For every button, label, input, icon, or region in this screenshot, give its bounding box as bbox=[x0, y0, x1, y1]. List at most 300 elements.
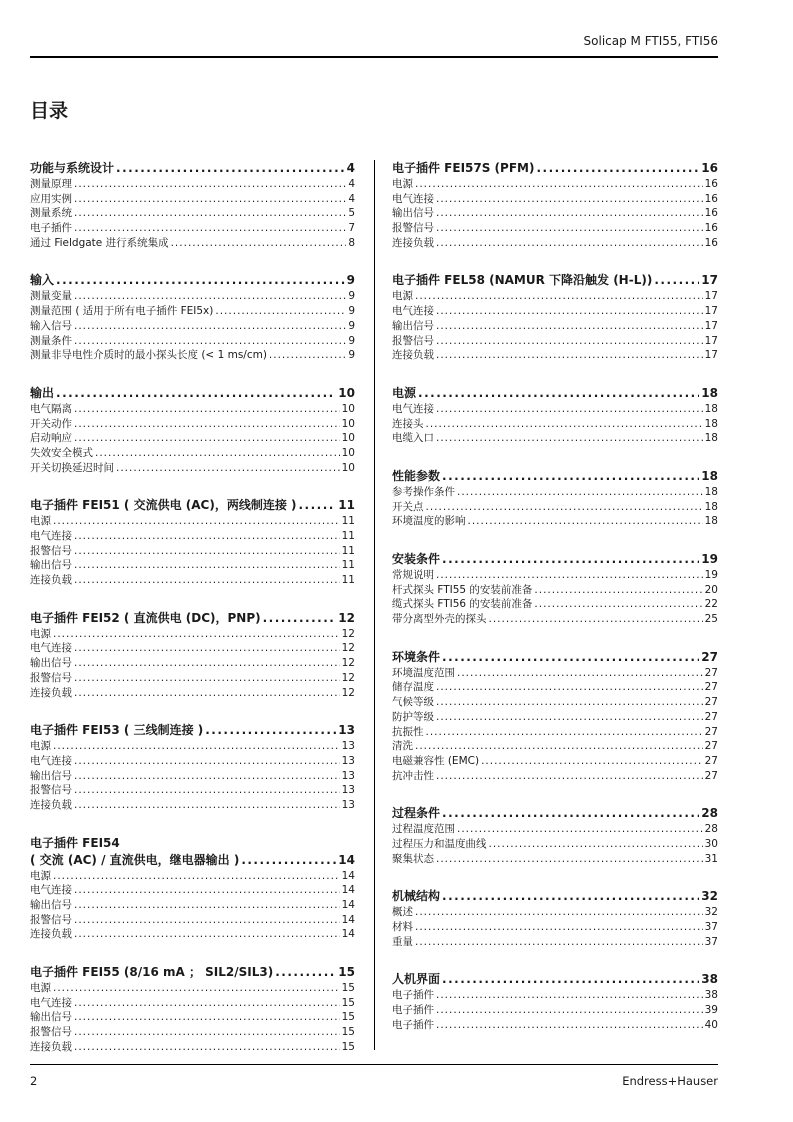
toc-entry-page: 38 bbox=[704, 989, 718, 1002]
toc-entry[interactable] bbox=[392, 236, 718, 251]
toc-entry[interactable] bbox=[30, 1040, 355, 1055]
toc-entry-label: 电源 bbox=[30, 982, 51, 995]
leader-dots bbox=[436, 206, 703, 221]
toc-entry-page: 16 bbox=[704, 236, 718, 249]
toc-entry[interactable] bbox=[30, 544, 355, 559]
toc-section-heading-label: 功能与系统设计 bbox=[30, 161, 115, 175]
toc-section-heading[interactable] bbox=[30, 852, 355, 869]
leader-dots bbox=[418, 385, 699, 402]
toc-section-heading-label: 环境条件 bbox=[392, 649, 441, 664]
toc-entry[interactable] bbox=[30, 883, 355, 898]
leader-dots bbox=[436, 988, 703, 1003]
toc-entry[interactable] bbox=[392, 514, 718, 529]
toc-entry[interactable] bbox=[392, 710, 718, 725]
leader-dots bbox=[436, 236, 703, 251]
leader-dots bbox=[275, 964, 336, 981]
toc-section-heading[interactable] bbox=[392, 160, 718, 177]
toc-entry-page: 18 bbox=[704, 432, 718, 445]
leader-dots bbox=[457, 485, 703, 500]
toc-entry[interactable] bbox=[30, 769, 355, 784]
toc-entry-label: 输出信号 bbox=[392, 207, 434, 220]
toc-section bbox=[392, 385, 718, 446]
toc-entry[interactable] bbox=[392, 334, 718, 349]
toc-entry-label: 电子插件 bbox=[392, 989, 434, 1002]
toc-entry[interactable] bbox=[30, 417, 355, 432]
toc-section bbox=[30, 497, 355, 587]
toc-entry[interactable] bbox=[30, 739, 355, 754]
leader-dots bbox=[436, 1018, 703, 1033]
toc-entry-label: 电源 bbox=[30, 740, 51, 753]
toc-section-heading-label: 输出 bbox=[30, 385, 55, 400]
toc-entry-label: 输出信号 bbox=[30, 899, 72, 911]
toc-entry[interactable] bbox=[30, 461, 355, 476]
toc-entry[interactable] bbox=[392, 319, 718, 334]
toc-entry[interactable] bbox=[30, 206, 355, 221]
toc-entry-label: 连接负载 bbox=[392, 236, 434, 249]
toc-entry-page: 11 bbox=[341, 515, 355, 528]
toc-entry-label: 重量 bbox=[392, 935, 413, 948]
toc-entry-label: 连接负载 bbox=[392, 349, 434, 362]
toc-entry-label: 连接头 bbox=[392, 417, 424, 430]
toc-section bbox=[30, 610, 355, 700]
toc-section-heading-label: 人机界面 bbox=[392, 972, 441, 987]
toc-entry[interactable] bbox=[30, 1010, 355, 1025]
leader-dots bbox=[436, 852, 703, 867]
toc-entry[interactable] bbox=[392, 583, 718, 598]
page-title: 目录 bbox=[30, 100, 69, 122]
toc-entry[interactable] bbox=[392, 1003, 718, 1018]
toc-entry-label: 防护等级 bbox=[392, 710, 434, 723]
toc-entry[interactable] bbox=[392, 417, 718, 432]
toc-entry-page: 17 bbox=[704, 305, 718, 318]
toc-section-heading[interactable] bbox=[30, 610, 355, 627]
leader-dots bbox=[74, 221, 346, 236]
toc-entry[interactable] bbox=[392, 852, 718, 867]
toc-entry-page: 17 bbox=[704, 349, 718, 362]
leader-dots bbox=[269, 348, 346, 363]
leader-dots bbox=[74, 529, 340, 544]
toc-section-heading[interactable] bbox=[392, 971, 718, 988]
toc-entry-page: 13 bbox=[341, 754, 355, 767]
leader-dots bbox=[442, 971, 699, 988]
toc-entry-page: 25 bbox=[704, 613, 718, 626]
toc-entry[interactable] bbox=[30, 1025, 355, 1040]
toc-entry[interactable] bbox=[30, 221, 355, 236]
toc-entry-page: 27 bbox=[704, 769, 718, 782]
toc-section-heading-page: 38 bbox=[701, 972, 718, 987]
toc-section bbox=[392, 805, 718, 866]
toc-section-heading-label: 电子插件 FEL58 (NAMUR 下降沿触发 (H-L)) bbox=[392, 273, 653, 288]
leader-dots bbox=[468, 514, 703, 529]
toc-entry[interactable] bbox=[30, 798, 355, 813]
leader-dots bbox=[457, 822, 703, 837]
toc-section-heading-page: 16 bbox=[701, 161, 718, 175]
toc-entry[interactable] bbox=[392, 348, 718, 363]
leader-dots bbox=[436, 348, 703, 363]
toc-entry-label: 清洗 bbox=[392, 740, 413, 753]
leader-dots bbox=[426, 725, 703, 740]
leader-dots bbox=[74, 1025, 340, 1040]
toc-entry-label: 通过 Fieldgate 进行系统集成 bbox=[30, 236, 169, 249]
leader-dots bbox=[442, 888, 699, 905]
leader-dots bbox=[436, 680, 703, 695]
toc-entry-label: 材料 bbox=[392, 921, 413, 933]
column-divider bbox=[374, 160, 375, 1050]
toc-entry-page: 16 bbox=[704, 192, 718, 205]
toc-entry-label: 测量系统 bbox=[30, 207, 72, 220]
toc-entry-page: 30 bbox=[704, 837, 718, 850]
toc-entry[interactable] bbox=[30, 627, 355, 642]
leader-dots bbox=[74, 898, 340, 913]
toc-entry-label: 连接负载 bbox=[30, 928, 72, 941]
toc-entry-page: 16 bbox=[704, 207, 718, 220]
leader-dots bbox=[436, 402, 703, 417]
toc-entry-label: 连接负载 bbox=[30, 798, 72, 811]
toc-entry-page: 16 bbox=[704, 222, 718, 235]
toc-entry[interactable] bbox=[392, 192, 718, 207]
toc-entry-label: 电气隔离 bbox=[30, 402, 72, 415]
toc-section bbox=[30, 160, 355, 250]
leader-dots bbox=[95, 446, 340, 461]
toc-section-heading[interactable] bbox=[30, 385, 355, 402]
toc-entry[interactable] bbox=[30, 558, 355, 573]
toc-entry[interactable] bbox=[30, 996, 355, 1011]
toc-entry-page: 11 bbox=[341, 530, 355, 542]
toc-entry[interactable] bbox=[30, 686, 355, 701]
toc-section-heading-label: 机械结构 bbox=[392, 889, 441, 904]
toc-entry[interactable] bbox=[392, 739, 718, 754]
leader-dots bbox=[442, 551, 699, 568]
toc-entry[interactable] bbox=[30, 236, 355, 251]
leader-dots bbox=[436, 319, 703, 334]
toc-entry-page: 28 bbox=[704, 823, 718, 836]
leader-dots bbox=[74, 883, 340, 898]
toc-entry[interactable] bbox=[30, 402, 355, 417]
toc-entry[interactable] bbox=[30, 754, 355, 769]
toc-entry-label: 报警信号 bbox=[30, 544, 72, 557]
toc-entry[interactable] bbox=[392, 206, 718, 221]
toc-entry[interactable] bbox=[30, 431, 355, 446]
toc-entry[interactable] bbox=[392, 769, 718, 784]
toc-section-heading[interactable] bbox=[392, 385, 718, 402]
toc-entry-label: 应用实例 bbox=[30, 192, 72, 205]
toc-entry-label: 电源 bbox=[30, 515, 51, 528]
toc-section bbox=[392, 971, 718, 1032]
toc-section-heading[interactable] bbox=[392, 649, 718, 666]
toc-entry-page: 19 bbox=[704, 569, 718, 581]
toc-entry-page: 4 bbox=[348, 192, 355, 205]
toc-entry-label: 测量范围 ( 适用于所有电子插件 FEI5x) bbox=[30, 305, 214, 318]
toc-entry[interactable] bbox=[392, 612, 718, 627]
toc-entry-label: 环境温度的影响 bbox=[392, 515, 466, 528]
leader-dots bbox=[457, 666, 703, 681]
toc-entry-label: 电子插件 bbox=[392, 1004, 434, 1017]
leader-dots bbox=[489, 612, 703, 627]
toc-section-heading[interactable] bbox=[392, 272, 718, 289]
toc-entry-page: 9 bbox=[348, 290, 355, 303]
leader-dots bbox=[74, 671, 340, 686]
toc-section bbox=[392, 888, 718, 949]
toc-section-heading-page: 14 bbox=[338, 852, 355, 867]
leader-dots bbox=[53, 981, 340, 996]
toc-entry-page: 15 bbox=[341, 996, 355, 1009]
leader-dots bbox=[489, 837, 703, 852]
leader-dots bbox=[74, 402, 340, 417]
toc-entry-label: 概述 bbox=[392, 906, 413, 919]
toc-entry[interactable] bbox=[30, 177, 355, 192]
toc-entry[interactable] bbox=[30, 514, 355, 529]
toc-section-heading-label: 输入 bbox=[30, 273, 55, 288]
toc-entry-label: 失效安全模式 bbox=[30, 446, 93, 459]
toc-entry[interactable] bbox=[30, 898, 355, 913]
toc-entry-page: 13 bbox=[341, 798, 355, 811]
leader-dots bbox=[74, 927, 340, 942]
leader-dots bbox=[116, 461, 340, 476]
toc-entry[interactable] bbox=[30, 869, 355, 884]
toc-entry-page: 27 bbox=[704, 725, 718, 738]
leader-dots bbox=[415, 905, 703, 920]
toc-entry-page: 15 bbox=[341, 1011, 355, 1024]
toc-entry[interactable] bbox=[392, 905, 718, 920]
toc-entry-page: 13 bbox=[341, 740, 355, 753]
toc-entry[interactable] bbox=[30, 641, 355, 656]
toc-section-heading-page: 28 bbox=[701, 806, 718, 821]
toc-entry[interactable] bbox=[30, 783, 355, 798]
toc-section-heading[interactable] bbox=[30, 722, 355, 739]
toc-entry-page: 14 bbox=[341, 928, 355, 941]
toc-entry[interactable] bbox=[392, 837, 718, 852]
toc-entry-label: 电气连接 bbox=[30, 530, 72, 542]
toc-entry-page: 18 bbox=[704, 500, 718, 513]
toc-entry-label: 报警信号 bbox=[30, 913, 72, 926]
leader-dots bbox=[215, 304, 346, 319]
leader-dots bbox=[74, 769, 340, 784]
leader-dots bbox=[442, 649, 699, 666]
toc-entry-label: 抗冲击性 bbox=[392, 769, 434, 782]
toc-section bbox=[30, 964, 355, 1054]
toc-entry[interactable] bbox=[30, 334, 355, 349]
toc-entry[interactable] bbox=[30, 913, 355, 928]
toc-entry-page: 8 bbox=[348, 236, 355, 249]
toc-entry[interactable] bbox=[392, 500, 718, 515]
toc-entry-page: 10 bbox=[341, 417, 355, 430]
leader-dots bbox=[116, 160, 345, 177]
toc-entry-page: 12 bbox=[341, 642, 355, 655]
toc-entry-page: 14 bbox=[341, 913, 355, 926]
toc-entry[interactable] bbox=[30, 289, 355, 304]
toc-entry[interactable] bbox=[392, 822, 718, 837]
toc-entry-label: 电气连接 bbox=[392, 305, 434, 318]
toc-section bbox=[30, 835, 355, 942]
toc-section-heading-page: 11 bbox=[338, 498, 355, 513]
leader-dots bbox=[53, 869, 340, 884]
toc-entry-page: 14 bbox=[341, 869, 355, 882]
leader-dots bbox=[415, 935, 703, 950]
toc-entry-label: 电气连接 bbox=[30, 884, 72, 897]
toc-entry-page: 10 bbox=[341, 402, 355, 415]
toc-entry-page: 12 bbox=[341, 627, 355, 640]
toc-entry-page: 15 bbox=[341, 982, 355, 995]
toc-entry-page: 12 bbox=[341, 671, 355, 684]
toc-entry-page: 39 bbox=[704, 1004, 718, 1017]
toc-entry-page: 27 bbox=[704, 666, 718, 679]
toc-section-heading[interactable] bbox=[392, 468, 718, 485]
leader-dots bbox=[436, 695, 703, 710]
leader-dots bbox=[436, 568, 703, 583]
toc-entry-label: 报警信号 bbox=[30, 671, 72, 684]
toc-entry[interactable] bbox=[392, 402, 718, 417]
toc-entry-label: 电源 bbox=[392, 178, 413, 190]
toc-section bbox=[392, 551, 718, 627]
toc-entry-label: 聚集状态 bbox=[392, 852, 434, 865]
leader-dots bbox=[74, 1010, 340, 1025]
toc-entry-label: 测量条件 bbox=[30, 334, 72, 347]
toc-entry-label: 电气连接 bbox=[30, 754, 72, 767]
toc-entry-page: 13 bbox=[341, 769, 355, 782]
toc-entry-page: 9 bbox=[348, 349, 355, 362]
toc-entry[interactable] bbox=[392, 1018, 718, 1033]
toc-section-heading[interactable] bbox=[30, 964, 355, 981]
toc-entry-label: 电气连接 bbox=[30, 996, 72, 1009]
leader-dots bbox=[74, 798, 340, 813]
page-header: Solicap M FTI55, FTI56 bbox=[583, 34, 718, 48]
toc-entry[interactable] bbox=[392, 680, 718, 695]
toc-entry-page: 10 bbox=[341, 446, 355, 459]
leader-dots bbox=[436, 1003, 703, 1018]
toc-entry-page: 17 bbox=[704, 290, 718, 303]
toc-section-heading[interactable] bbox=[30, 497, 355, 514]
toc-section-heading-label: 电源 bbox=[392, 385, 417, 400]
toc-entry-label: 输入信号 bbox=[30, 319, 72, 332]
toc-entry-label: 报警信号 bbox=[392, 222, 434, 235]
leader-dots bbox=[74, 192, 346, 207]
toc-entry-page: 14 bbox=[341, 884, 355, 897]
toc-entry[interactable] bbox=[30, 192, 355, 207]
toc-entry[interactable] bbox=[392, 304, 718, 319]
leader-dots bbox=[534, 597, 702, 612]
toc-section-heading-label: 电子插件 FEI52 ( 直流供电 (DC)，PNP) bbox=[30, 610, 261, 625]
toc-entry-label: 连接负载 bbox=[30, 1040, 72, 1053]
toc-entry-label: 电气连接 bbox=[392, 192, 434, 205]
toc-section-heading-page: 32 bbox=[701, 889, 718, 904]
toc-section-heading[interactable] bbox=[30, 160, 355, 177]
toc-entry[interactable] bbox=[392, 725, 718, 740]
toc-entry[interactable] bbox=[392, 935, 718, 950]
toc-entry-label: 电子插件 bbox=[30, 222, 72, 235]
toc-entry[interactable] bbox=[392, 221, 718, 236]
toc-entry-label: 电磁兼容性 (EMC) bbox=[392, 754, 480, 767]
leader-dots bbox=[74, 558, 340, 573]
toc-right-column bbox=[392, 160, 718, 1054]
leader-dots bbox=[415, 739, 703, 754]
toc-entry[interactable] bbox=[392, 568, 718, 583]
header-rule bbox=[30, 56, 718, 58]
toc-entry-label: 过程压力和温度曲线 bbox=[392, 837, 487, 850]
leader-dots bbox=[74, 417, 340, 432]
toc-section-heading-page: 4 bbox=[346, 161, 355, 175]
leader-dots bbox=[56, 272, 345, 289]
page-number: 2 bbox=[30, 1074, 38, 1088]
toc-entry-label: 开关点 bbox=[392, 500, 424, 513]
toc-entry-page: 9 bbox=[348, 319, 355, 332]
toc-entry[interactable] bbox=[392, 485, 718, 500]
toc-entry-page: 11 bbox=[341, 574, 355, 587]
leader-dots bbox=[53, 514, 340, 529]
toc-entry-label: 电气连接 bbox=[30, 642, 72, 655]
leader-dots bbox=[426, 417, 703, 432]
toc-section-heading-label: 电子插件 FEI53 ( 三线制连接 ) bbox=[30, 723, 204, 738]
leader-dots bbox=[171, 236, 347, 251]
leader-dots bbox=[74, 573, 340, 588]
toc-entry-page: 37 bbox=[704, 935, 718, 948]
toc-entry[interactable] bbox=[30, 573, 355, 588]
toc-section-title-line[interactable]: 电子插件 FEI54 bbox=[30, 835, 120, 850]
toc-entry[interactable] bbox=[30, 927, 355, 942]
toc-section-heading[interactable] bbox=[392, 551, 718, 568]
toc-entry[interactable] bbox=[30, 304, 355, 319]
toc-entry-label: 输出信号 bbox=[392, 319, 434, 332]
leader-dots bbox=[53, 627, 340, 642]
toc-entry-page: 37 bbox=[704, 921, 718, 933]
toc-entry[interactable] bbox=[392, 920, 718, 935]
toc-entry[interactable] bbox=[30, 529, 355, 544]
toc-section-heading[interactable] bbox=[392, 888, 718, 905]
toc-entry-page: 9 bbox=[348, 334, 355, 347]
toc-section-heading-label: ( 交流 (AC) / 直流供电，继电器输出 ) bbox=[30, 852, 240, 867]
toc-section-heading[interactable] bbox=[392, 805, 718, 822]
toc-entry[interactable] bbox=[392, 988, 718, 1003]
toc-entry-label: 带分离型外壳的探头 bbox=[392, 613, 487, 626]
toc-entry[interactable] bbox=[30, 981, 355, 996]
leader-dots bbox=[56, 385, 336, 402]
toc-entry[interactable] bbox=[392, 666, 718, 681]
toc-section-heading-label: 电子插件 FEI57S (PFM) bbox=[392, 161, 535, 175]
toc-left-column bbox=[30, 160, 355, 1077]
toc-entry[interactable] bbox=[392, 177, 718, 192]
toc-section-heading-page: 18 bbox=[701, 385, 718, 400]
toc-entry[interactable] bbox=[30, 446, 355, 461]
toc-entry[interactable] bbox=[30, 671, 355, 686]
toc-entry-page: 27 bbox=[704, 740, 718, 753]
toc-entry-label: 开关动作 bbox=[30, 417, 72, 430]
toc-entry-page: 27 bbox=[704, 710, 718, 723]
leader-dots bbox=[436, 221, 703, 236]
toc-entry[interactable] bbox=[392, 289, 718, 304]
leader-dots bbox=[74, 206, 346, 221]
toc-entry-label: 开关切换延迟时间 bbox=[30, 461, 114, 474]
toc-entry[interactable] bbox=[392, 754, 718, 769]
leader-dots bbox=[74, 996, 340, 1011]
toc-entry-label: 抗振性 bbox=[392, 725, 424, 738]
toc-entry-label: 常规说明 bbox=[392, 569, 434, 581]
toc-section-heading-label: 性能参数 bbox=[392, 468, 441, 483]
toc-section-heading-page: 18 bbox=[701, 468, 718, 483]
toc-entry-page: 11 bbox=[341, 544, 355, 557]
toc-entry[interactable] bbox=[392, 431, 718, 446]
toc-entry[interactable] bbox=[392, 695, 718, 710]
toc-section-heading[interactable] bbox=[30, 272, 355, 289]
toc-entry-label: 测量原理 bbox=[30, 178, 72, 190]
toc-entry-page: 13 bbox=[341, 784, 355, 797]
toc-entry[interactable] bbox=[392, 597, 718, 612]
leader-dots bbox=[415, 177, 703, 192]
toc-entry-label: 电缆入口 bbox=[392, 432, 434, 445]
leader-dots bbox=[442, 468, 699, 485]
toc-entry[interactable] bbox=[30, 348, 355, 363]
toc-entry[interactable] bbox=[30, 319, 355, 334]
toc-entry-page: 12 bbox=[341, 657, 355, 670]
toc-entry[interactable] bbox=[30, 656, 355, 671]
